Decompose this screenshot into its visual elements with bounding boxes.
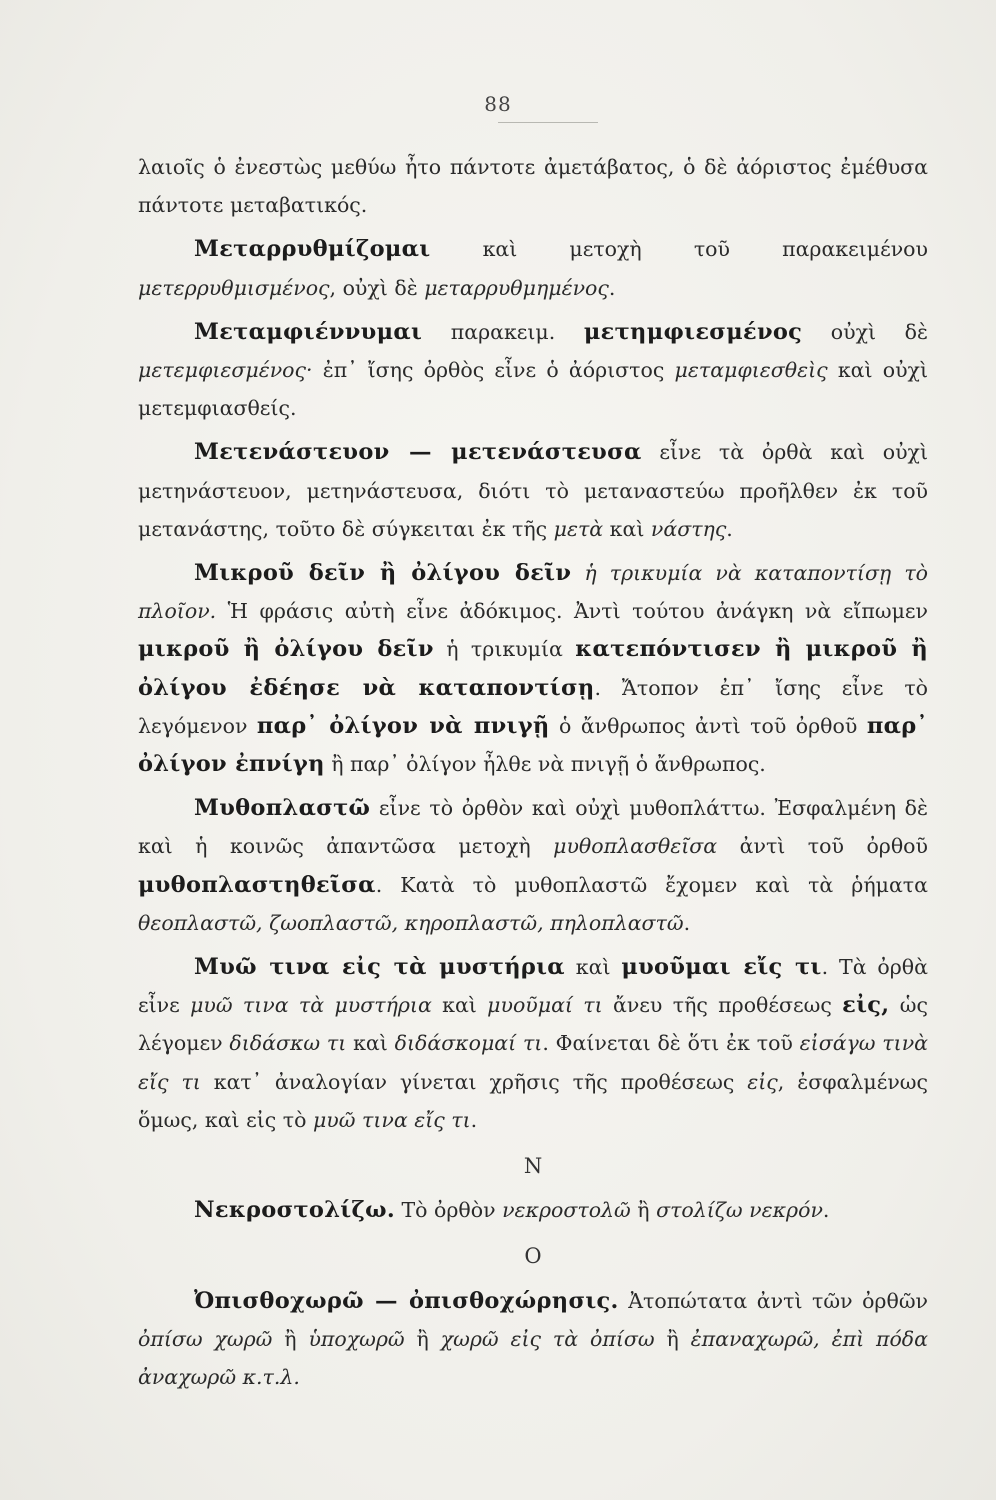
page-content xyxy=(138,148,928,1396)
text: καὶ xyxy=(603,516,651,541)
italic-text: διδάσκω τι xyxy=(229,1031,347,1056)
italic-text: μετεμφιεσμένος· xyxy=(138,358,313,383)
text: Ἀτοπώτατα ἀντὶ τῶν ὀρθῶν xyxy=(618,1288,928,1313)
italic-text: χωρῶ εἰς τὰ ὀπίσω xyxy=(440,1326,655,1351)
text: κατ᾽ ἀναλογίαν γίνεται χρῆσις τῆς προθέσεως xyxy=(200,1069,748,1094)
text: ἐπ᾽ ἴσης ὀρθὸς εἶνε ὁ ἀόριστος xyxy=(312,358,675,383)
headword: Μεταμφιέννυμαι xyxy=(194,318,423,345)
text: ἢ παρ᾽ ὀλίγον ἦλθε νὰ πνιγῇ ὁ ἄνθρωπος. xyxy=(324,752,766,777)
text: ὡς λέγομεν xyxy=(138,993,928,1056)
entry-mikrou-dein xyxy=(138,554,928,783)
text: . Κατὰ τὸ μυθοπλαστῶ ἔχομεν καὶ τὰ ῥήματα xyxy=(375,872,928,897)
page-number-rule xyxy=(498,122,598,123)
text: . xyxy=(822,1198,830,1223)
entry-opisthochoro xyxy=(138,1282,928,1397)
italic-text: μετερρυθμισμένος xyxy=(138,275,330,300)
headword: Μυῶ τινα εἰς τὰ μυστήρια xyxy=(194,954,565,981)
text: ἢ xyxy=(404,1326,441,1351)
text: καὶ xyxy=(564,955,622,980)
italic-text: κ.τ.λ. xyxy=(242,1365,300,1390)
paragraph-continuation xyxy=(138,148,928,224)
italic-text: μετὰ xyxy=(553,516,604,541)
headword: Νεκροστολίζω. xyxy=(194,1197,395,1224)
italic-text: διδάσκομαί τι xyxy=(394,1031,543,1056)
text xyxy=(571,561,584,585)
italic-text: ὑποχωρῶ xyxy=(308,1326,405,1351)
italic-text: ὀπίσω χωρῶ xyxy=(138,1326,273,1351)
headword: Μικροῦ δεῖν ἢ ὀλίγου δεῖν xyxy=(194,560,572,587)
entry-mythoplasto xyxy=(138,789,928,942)
headword: παρ᾽ ὀλίγον ἐπνίγη xyxy=(138,712,929,778)
entry-metamfiennymai xyxy=(138,313,928,428)
text: ὁ ἄνθρωπος ἀντὶ τοῦ ὀρθοῦ xyxy=(549,713,867,738)
text: ἡ τρικυμία xyxy=(433,637,576,662)
italic-text: μεταμφιεσθεὶς xyxy=(674,358,828,383)
headword: μυοῦμαι εἴς τι xyxy=(621,954,822,981)
italic-text: μεταρρυθμημένος xyxy=(424,275,609,300)
text: . Φαίνεται δὲ ὅτι ἐκ τοῦ xyxy=(542,1031,800,1056)
text: , ἐσφαλμένως ὅμως, καὶ εἰς τὸ xyxy=(138,1069,928,1132)
headword: Μυθοπλαστῶ xyxy=(194,795,371,822)
italic-text: μυθοπλασθεῖσα xyxy=(553,834,718,859)
headword: μυθοπλαστηθεῖσα xyxy=(138,871,376,898)
text: , οὐχὶ δὲ xyxy=(329,275,425,300)
text: παρακειμ. xyxy=(422,319,584,344)
text: Ἡ φράσις αὐτὴ εἶνε ἀδόκιμος. Ἀντὶ τούτου ἀνάγκη νὰ εἴπωμεν xyxy=(216,599,928,624)
section-letter-o: Ο xyxy=(524,1244,542,1269)
text: . Τὰ ὀρθὰ εἶνε xyxy=(138,955,928,1018)
italic-text: εἰς xyxy=(747,1069,778,1094)
italic-text: νάστης xyxy=(650,516,727,541)
text: καὶ xyxy=(431,993,488,1018)
text: καὶ οὐχὶ μετεμφιασθείς. xyxy=(138,358,928,421)
italic-text: ἡ τρικυμία νὰ καταποντίσῃ τὸ πλοῖον. xyxy=(138,561,928,624)
headword: Μετενάστευον — μετενάστευσα xyxy=(194,439,642,466)
entry-myo-tina xyxy=(138,948,928,1139)
text: εἶνε τὰ ὀρθὰ καὶ οὐχὶ μετηνάστευον, μετηνάστευσα, διότι τὸ μεταναστεύω προῆλθεν ἐκ τοῦ μετανάστης, τοῦτο δὲ σύγκειται ἐκ τῆς xyxy=(138,440,928,541)
italic-text: εἰσάγω τινὰ εἴς τι xyxy=(138,1031,928,1094)
text: ἢ xyxy=(630,1198,657,1223)
section-letter-n: Ν xyxy=(523,1154,543,1179)
headword: κατεπόντισεν ἢ μικροῦ ἢ ὀλίγου ἐδέησε νὰ καταποντίσῃ xyxy=(138,636,928,701)
italic-text: νεκροστολῶ xyxy=(502,1198,631,1223)
text: λαιοῖς ὁ ἐνεστὼς μεθύω ἦτο πάντοτε ἀμετάβατος, ὁ δὲ ἀόριστος ἐμέθυσα πάντοτε μεταβατικός. xyxy=(138,155,928,218)
italic-text: θεοπλαστῶ, ζωοπλαστῶ, κηροπλαστῶ, πηλοπλαστῶ xyxy=(138,910,684,935)
headword: μετημφιεσμένος xyxy=(583,318,803,345)
text: εἶνε τὸ ὀρθὸν καὶ οὐχὶ μυθοπλάττω. Ἐσφαλμένη δὲ καὶ ἡ κοινῶς ἀπαντῶσα μετοχὴ xyxy=(138,796,928,859)
page-number: 88 xyxy=(484,92,512,116)
text: . xyxy=(683,910,691,935)
italic-text: μυῶ τινα τὰ μυστήρια xyxy=(190,993,432,1018)
text: . xyxy=(470,1107,478,1132)
text: . xyxy=(726,516,733,541)
italic-text: στολίζω νεκρόν xyxy=(656,1198,823,1223)
headword: εἰς, xyxy=(842,992,890,1019)
text: οὐχὶ δὲ xyxy=(802,319,928,344)
italic-text: μυῶ τινα εἴς τι xyxy=(312,1107,471,1132)
entry-nekrostolizo xyxy=(138,1191,928,1229)
headword: παρ᾽ ὀλίγον νὰ πνιγῇ xyxy=(256,712,550,739)
text: καὶ xyxy=(346,1031,395,1056)
headword: Ὀπισθοχωρῶ — ὀπισθοχώρησις. xyxy=(194,1287,619,1314)
text: . xyxy=(608,275,616,300)
entry-metarrythmizomai xyxy=(138,230,928,306)
headword: μικροῦ ἢ ὀλίγου δεῖν xyxy=(138,636,434,663)
italic-text: μυοῦμαί τι xyxy=(487,993,603,1018)
headword: Μεταρρυθμίζομαι xyxy=(194,236,431,263)
italic-text: ἐπαναχωρῶ, ἐπὶ πόδα ἀναχωρῶ xyxy=(138,1326,928,1390)
text: . Ἄτοπον ἐπ᾽ ἴσης εἶνε τὸ λεγόμενον xyxy=(138,675,928,738)
text: ἄνευ τῆς προθέσεως xyxy=(602,993,843,1018)
text: ἀντὶ τοῦ ὀρθοῦ xyxy=(717,834,928,859)
text: καὶ μετοχὴ τοῦ παρακειμένου xyxy=(430,237,928,262)
text: ἢ xyxy=(272,1326,309,1351)
text: Τὸ ὀρθὸν xyxy=(394,1198,503,1223)
entry-metenasteuon xyxy=(138,433,928,548)
text: ἢ xyxy=(654,1326,691,1351)
